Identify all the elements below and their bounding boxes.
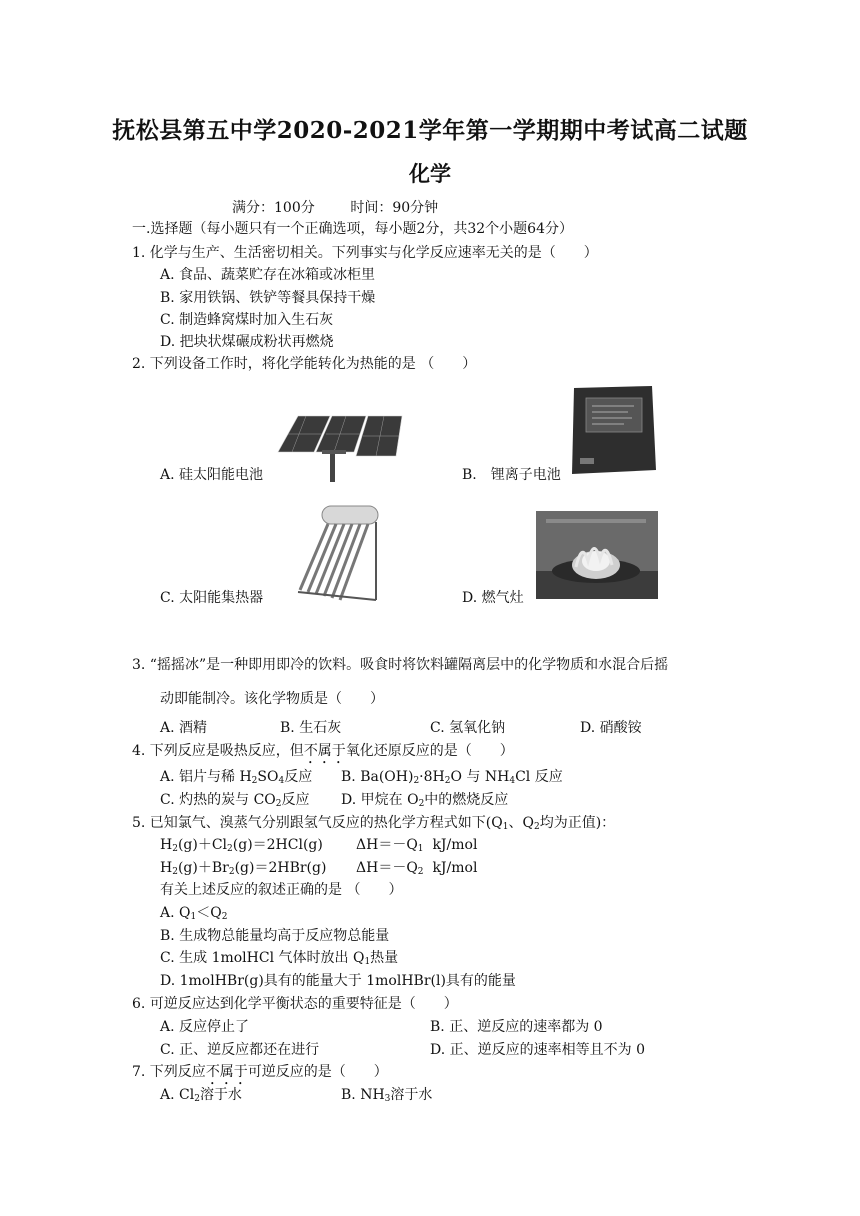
q7-option-a: A. $Cl_2$溶于水 [160, 1087, 242, 1104]
q4-option-c: C. 灼热的炭与 $CO_2$反应 [160, 792, 310, 809]
q4-option-d: D. 甲烷在 $O_2$中的燃烧反应 [341, 792, 509, 809]
question-3-stem-line1: 3. “摇摇冰”是一种即用即冷的饮料。吸食时将饮料罐隔离层中的化学物质和水混合后摇 [132, 657, 669, 673]
q7-option-b: B. $NH_3$溶于水 [341, 1087, 433, 1104]
q2-option-b: B. 锂离子电池 [462, 467, 561, 483]
q2-option-a: A. 硅太阳能电池 [160, 467, 264, 483]
lithium-battery-image [568, 384, 660, 476]
q3-option-d: D. 硝酸铵 [580, 720, 642, 736]
q3-option-c: C. 氢氧化钠 [430, 720, 506, 736]
q2-option-c: C. 太阳能集热器 [160, 590, 264, 606]
q4-stem-emphasis: 不属于 [303, 743, 346, 759]
q3-option-b: B. 生石灰 [280, 720, 342, 736]
q3-option-a: A. 酒精 [160, 720, 208, 736]
q4-stem-after: 氧化还原反应的是（ ） [345, 743, 514, 759]
q6-option-b: B. 正、逆反应的速率都为 0 [430, 1019, 603, 1035]
solar-water-heater-image [292, 500, 388, 604]
q5-option-d: D. 1molHBr(g)具有的能量大于 1molHBr(l)具有的能量 [160, 973, 516, 989]
q1-option-a: A. 食品、蔬菜贮存在冰箱或冰柜里 [160, 267, 376, 283]
q1-option-c: C. 制造蜂窝煤时加入生石灰 [160, 312, 334, 328]
gas-stove-image [536, 511, 658, 599]
q5-prompt: 有关上述反应的叙述正确的是 （ ） [160, 882, 403, 898]
q5-equation-1-enthalpy: $\Delta H=-Q_1$ kJ/mol [356, 837, 478, 854]
section-heading: 一.选择题（每小题只有一个正确选项，每小题2分，共32个小题64分） [132, 221, 573, 237]
q5-option-a: A. $Q_1<Q_2$ [160, 905, 228, 922]
q2-option-d: D. 燃气灶 [462, 590, 524, 606]
q5-equation-1: $H_2(g)+Cl_2(g)=2HCl(g)$ [160, 837, 323, 854]
question-5-stem: 5. 已知氯气、溴蒸气分别跟氢气反应的热化学方程式如下($Q_1$、$Q_2$均为正值)： [132, 815, 616, 832]
question-2-stem: 2. 下列设备工作时，将化学能转化为热能的是 （ ） [132, 356, 477, 372]
subject-title: 化学 [409, 161, 451, 186]
q6-option-d: D. 正、逆反应的速率相等且不为 0 [430, 1042, 645, 1058]
q5-equation-2: $H_2(g)+Br_2(g)=2HBr(g)$ [160, 860, 327, 877]
q4-option-b: B. $Ba(OH)_2\cdot 8H_2O$ 与 $NH_4Cl$ 反应 [341, 769, 563, 786]
question-4-stem [132, 741, 514, 767]
question-6-stem: 6. 可逆反应达到化学平衡状态的重要特征是（ ） [132, 996, 458, 1012]
question-3-stem-line2: 动即能制冷。该化学物质是（ ） [160, 691, 384, 707]
q5-option-c: C. 生成 1molHCl 气体时放出 $Q_1$热量 [160, 950, 399, 967]
q5-equation-2-enthalpy: $\Delta H=-Q_2$ kJ/mol [356, 860, 478, 877]
solar-panel-image [270, 402, 412, 482]
q6-option-a: A. 反应停止了 [160, 1019, 250, 1035]
q5-option-b: B. 生成物总能量均高于反应物总能量 [160, 928, 390, 944]
score-time-line: 满分：100分 时间：90分钟 [232, 200, 439, 216]
q4-option-a: A. 铝片与稀 $H_2SO_4$反应 [160, 769, 313, 786]
page-title: 抚松县第五中学2020-2021学年第一学期期中考试高二试题 [112, 117, 748, 144]
q1-option-d: D. 把块状煤碾成粉状再燃烧 [160, 334, 334, 350]
question-7-stem: 7. 下列反应不属于可逆反应的是（ ） [132, 1064, 388, 1080]
q4-stem-before: 4. 下列反应是吸热反应，但 [132, 743, 304, 759]
question-1-stem: 1. 化学与生产、生活密切相关。下列事实与化学反应速率无关的是（ ） [132, 245, 598, 261]
q6-option-c: C. 正、逆反应都还在进行 [160, 1042, 320, 1058]
q1-option-b: B. 家用铁锅、铁铲等餐具保持干燥 [160, 290, 376, 306]
